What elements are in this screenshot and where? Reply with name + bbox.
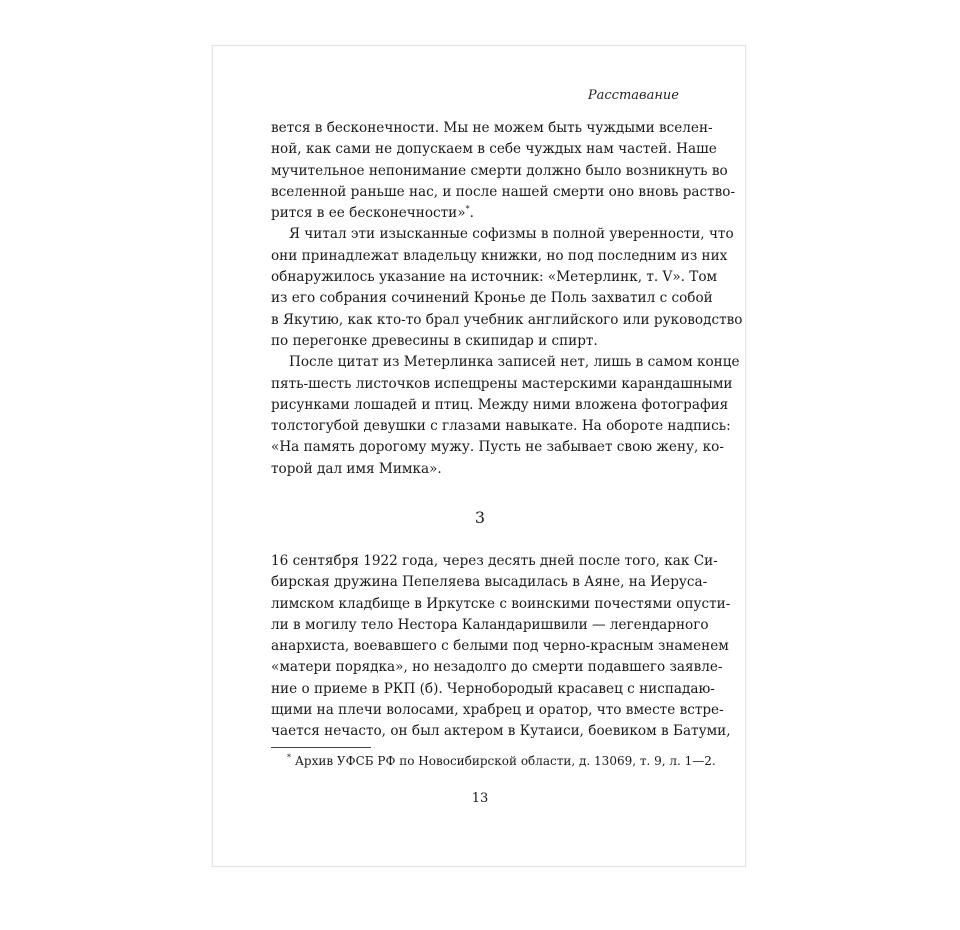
text-line: лимском кладбище в Иркутске с воинскими почестями опусти-: [271, 595, 731, 612]
text-line: Я читал эти изысканные софизмы в полной уверенности, что: [289, 226, 734, 243]
text-line: ной, как сами не допускаем в себе чуждых нам частей. Наше: [271, 141, 717, 158]
running-head: Расставание: [587, 88, 679, 103]
text-line: мучительное непонимание смерти должно было возникнуть во: [271, 162, 728, 179]
text-line: в Якутию, как кто-то брал учебник английского или руководство: [271, 311, 743, 328]
text-line: чается нечасто, он был актером в Кутаиси, боевиком в Батуми,: [271, 723, 731, 740]
text-line: они принадлежат владельцу книжки, но под последним из них: [271, 247, 728, 264]
footnote-text: Архив УФСБ РФ по Новосибирской области, д. 13069, т. 9, л. 1—2.: [294, 754, 716, 768]
book-page: [212, 45, 746, 867]
text-line: вется в бесконечности. Мы не можем быть чуждыми вселен-: [271, 120, 713, 136]
text-line: [271, 203, 681, 224]
text-line: обнаружилось указание на источник: «Метерлинк, т. V». Том: [271, 269, 718, 286]
footnote-divider: [271, 747, 371, 748]
text-line: пять-шесть листочков испещрены мастерскими карандашными: [271, 375, 733, 392]
footnote: [287, 753, 716, 769]
text-line: рисунками лошадей и птиц. Между ними вложена фотография: [271, 396, 729, 413]
page-number: 13: [471, 791, 489, 806]
text-line: 16 сентября 1922 года, через десять дней после того, как Си-: [271, 553, 718, 569]
text-line: толстогубой девушки с глазами навыкате. На обороте надпись:: [271, 418, 731, 435]
paragraph-1: [271, 118, 736, 224]
text-line: ние о приеме в РКП (б). Чернобородый красавец с ниспадаю-: [271, 680, 715, 697]
text-line: торой дал имя Мимка».: [271, 460, 442, 477]
text-line: «На память дорогому мужу. Пусть не забывает свою жену, ко-: [271, 439, 724, 456]
text-block: [271, 118, 743, 480]
text-line: щими на плечи волосами, храбрец и оратор, что вместе встре-: [271, 702, 724, 719]
text-line: по перегонке древесины в скипидар и спирт.: [271, 332, 598, 349]
footnote-marker: *: [287, 753, 291, 762]
text-fragment: рится в ее бесконечности»: [271, 205, 466, 222]
text-line: «матери порядка», но незадолго до смерти подавшего заявле-: [271, 659, 723, 676]
paragraph-2: [271, 224, 743, 352]
section-text-block: [271, 551, 731, 743]
text-fragment: .: [469, 205, 474, 222]
section-paragraph: [271, 551, 731, 743]
text-line: бирская дружина Пепеляева высадилась в Аяне, на Иеруса-: [271, 574, 708, 591]
section-number: 3: [474, 508, 486, 527]
paragraph-3: [271, 352, 740, 480]
text-line: из его собрания сочинений Кронье де Поль захватил с собой: [271, 290, 713, 307]
text-line: ли в могилу тело Нестора Каландаришвили — легендарного: [271, 616, 709, 633]
text-line: После цитат из Метерлинка записей нет, лишь в самом конце: [289, 354, 740, 371]
text-line: анархиста, воевавшего с белыми под черно-красным знаменем: [271, 638, 729, 655]
text-line: вселенной раньше нас, и после нашей смерти оно вновь раство-: [271, 183, 736, 200]
footnote-marker: *: [465, 204, 470, 214]
